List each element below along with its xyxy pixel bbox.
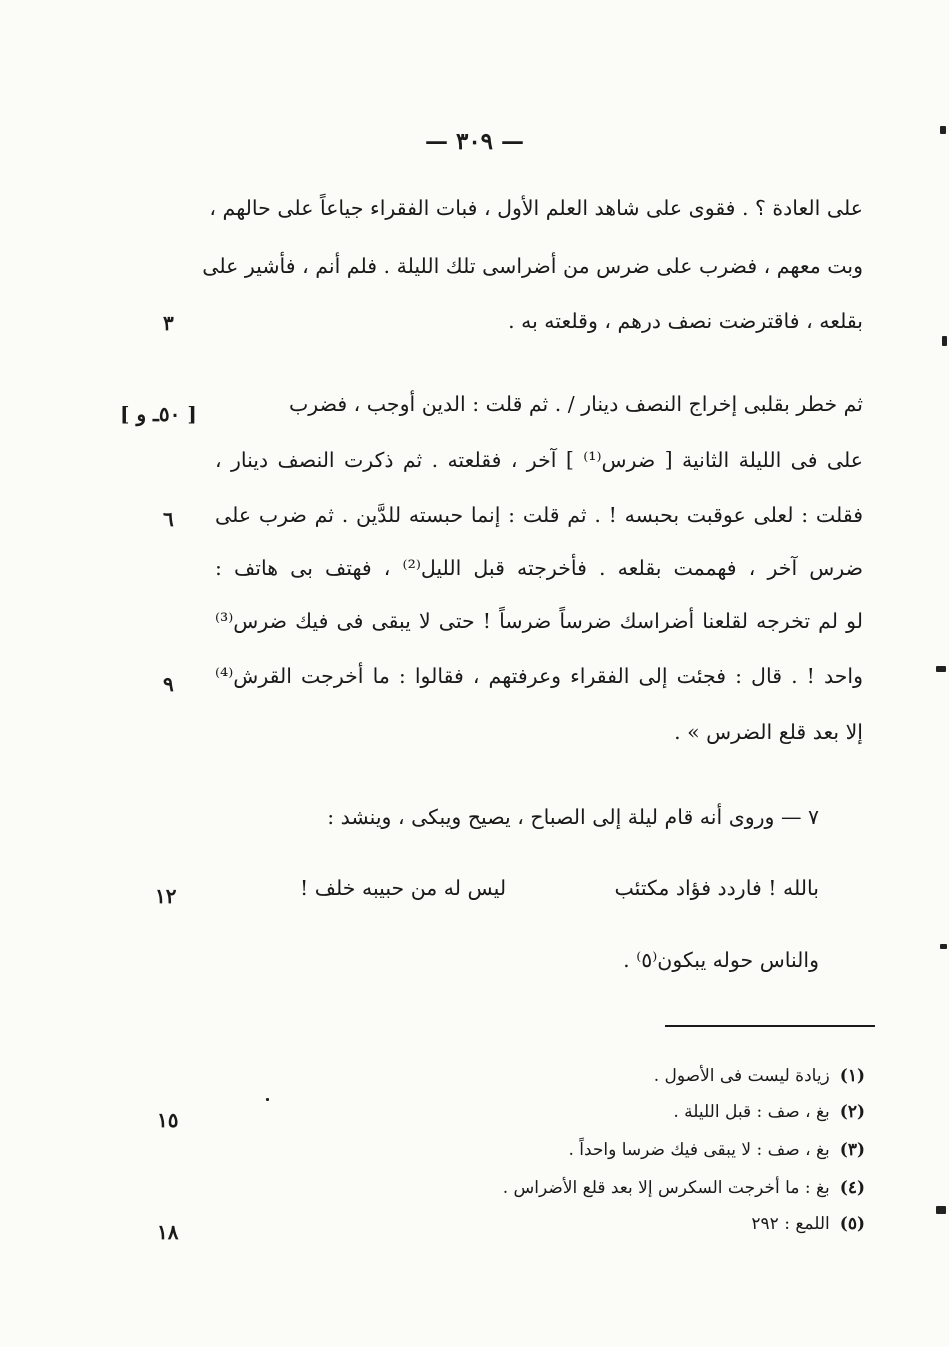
text-line: ضرس آخر ، فهممت بقلعه . فأخرجته قبل الليل⁽²⁾ ، فهتف بى هاتف : <box>215 556 864 580</box>
footnote <box>503 1178 865 1198</box>
footnote-text: اللمع : ٢٩٢ <box>751 1214 830 1234</box>
line-number: ١٥ <box>157 1108 179 1132</box>
text-line: بقلعه ، فاقترضت نصف درهم ، وقلعته به . <box>508 309 863 333</box>
text-line: ثم خطر بقلبى إخراج النصف دينار / . ثم قلت : الدين أوجب ، فضرب <box>288 392 863 416</box>
text-line: على فى الليلة الثانية [ ضرس⁽¹⁾ ] آخر ، فقلعته . ثم ذكرت النصف دينار ، <box>215 448 863 472</box>
footnote-mark: (٢) <box>839 1102 865 1122</box>
line-number: ٣ <box>163 311 174 335</box>
page-number: — ٣٠٩ — <box>424 128 525 155</box>
footnote <box>568 1140 865 1160</box>
footnote-mark: (٣) <box>839 1140 865 1160</box>
text-line: فقلت : لعلى عوقبت بحبسه ! . ثم قلت : إنما حبسته للدَّين . ثم ضرب على <box>215 503 863 527</box>
scan-speck <box>266 1098 269 1101</box>
footnote <box>751 1214 865 1234</box>
footnote-mark: (٤) <box>839 1178 865 1198</box>
footnote <box>673 1102 865 1122</box>
section-heading: ٧ — وروى أنه قام ليلة إلى الصباح ، يصيح ويبكى ، وينشد : <box>327 805 819 829</box>
footnote-text: بغ ، صف : قبل الليلة . <box>673 1102 830 1122</box>
verse-hemistich: بالله ! فاردد فؤاد مكتئب <box>614 876 819 900</box>
scan-speck <box>936 666 946 672</box>
scan-speck <box>940 126 946 134</box>
scan-speck <box>942 336 947 346</box>
verse-hemistich: ليس له من حبيبه خلف ! <box>300 876 507 900</box>
line-number: ١٢ <box>155 884 177 908</box>
footnote-text: بغ : ما أخرجت السكرس إلا بعد قلع الأضراس . <box>502 1178 830 1198</box>
text-line: وبت معهم ، فضرب على ضرس من أضراسى تلك الليلة . فلم أنم ، فأشير على <box>202 254 863 278</box>
text-line: واحد ! . قال : فجئت إلى الفقراء وعرفتهم ، فقالوا : ما أخرجت القرش⁽⁴⁾ <box>215 664 863 688</box>
footnote-text: بغ ، صف : لا يبقى فيك ضرسا واحداً . <box>568 1140 830 1160</box>
text-line: لو لم تخرجه لقلعنا أضراسك ضرساً ضرساً ! حتى لا يبقى فى فيك ضرس⁽³⁾ <box>215 609 863 633</box>
footnote-mark: (٥) <box>839 1214 865 1234</box>
line-number: ٦ <box>163 507 174 531</box>
footnote-text: زيادة ليست فى الأصول . <box>653 1066 830 1086</box>
footnote <box>654 1066 865 1086</box>
footnote-mark: (١) <box>839 1066 865 1086</box>
footnote-separator <box>665 1025 875 1027</box>
text-line: إلا بعد قلع الضرس » . <box>674 720 863 744</box>
verse-line: والناس حوله يبكون⁽٥⁾ . <box>623 948 819 972</box>
text-line: على العادة ؟ . فقوى على شاهد العلم الأول ، فبات الفقراء جياعاً على حالهم ، <box>209 196 863 220</box>
scan-speck <box>940 944 947 949</box>
line-number: ٩ <box>163 672 174 696</box>
folio-marker: [ ٥٠ـ و ] <box>120 402 197 426</box>
line-number: ١٨ <box>157 1220 179 1244</box>
scan-speck <box>936 1206 946 1214</box>
